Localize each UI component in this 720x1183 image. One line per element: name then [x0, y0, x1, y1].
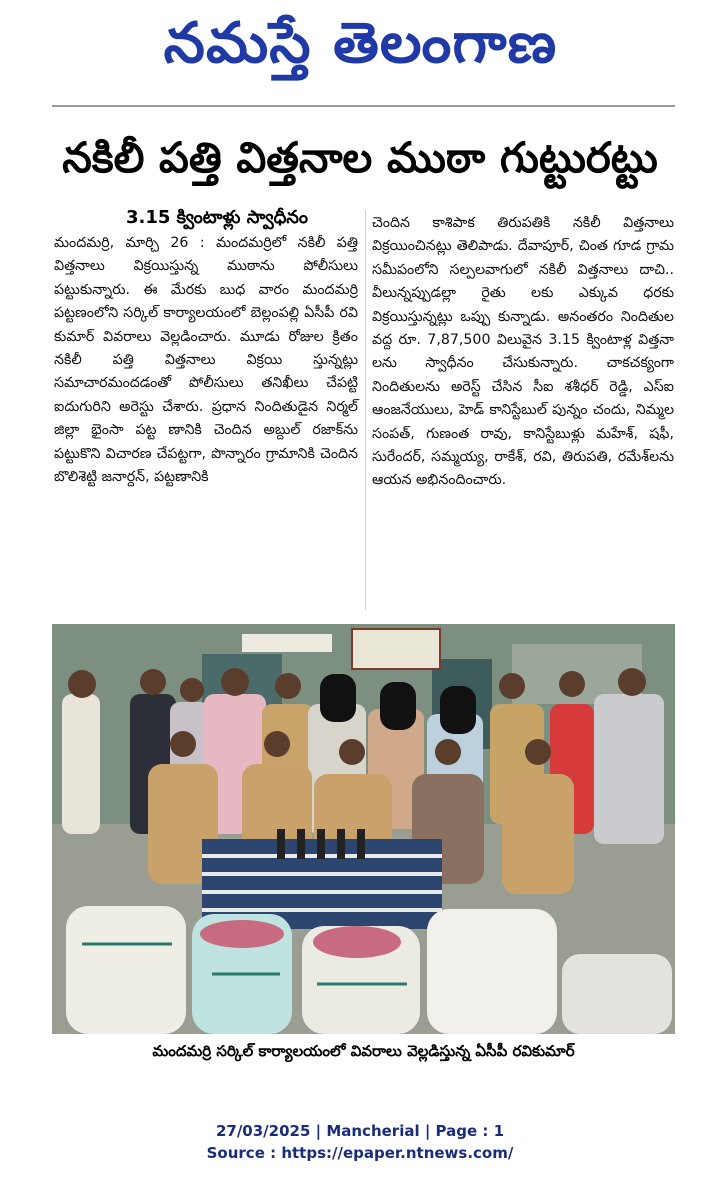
column-divider [365, 210, 366, 610]
photo-caption: మందమర్రి సర్కిల్ కార్యాలయంలో వివరాలు వెల్లడిస్తున్న ఏసీపీ రవికుమార్ [152, 1042, 575, 1060]
newspaper-logo: నమస్తే తెలంగాణ [163, 10, 557, 76]
photo-illustration [52, 624, 675, 1034]
masthead [0, 0, 720, 100]
masthead-divider [52, 105, 675, 107]
footer [0, 1120, 720, 1164]
footer-source-link[interactable]: Source : https://epaper.ntnews.com/ [206, 1144, 514, 1162]
article-headline: నకిలీ పత్తి విత్తనాల ముఠా గుట్టురట్టు [62, 133, 658, 182]
news-photo [52, 624, 675, 1034]
article-column-right: చెందిన కాశిపాక తిరుపతికి నకిలీ విత్తనాలు విక్రయించినట్లు తెలిపాడు. దేవాపూర్, చింత గూడ గ్రామ సమీపంలోని సల్పలవాగులో నకిలీ విత్తనాలు దాచి.. వీలున్నప్పుడల్లా రైతు లకు ఎక్కువ ధరకు విక్రయిస్తున్నట్లు ఒప్పు కున్నాడు. అనంతరం నిందితుల వద్ద రూ. 7,87,500 విలువైన 3.15 క్వింటాళ్ల విత్తనా లను స్వాధీనం చేసుకున్నారు. చాకచక్యంగా నిందితులను అరెస్ట్ చేసిన సీఐ శశీధర్ రెడ్డి, ఎస్ఐ ఆంజనేయులు, హెడ్ కానిస్టేబుల్ పున్నం చందు, నిమ్మల సంపత్, గుణంత రావు, కానిస్టేబుళ్లు మహేశ్, షఫీ, సురేందర్, సమ్మయ్య, రాకేశ్, రవి, తిరుపతి, రమేశ్‌లను ఆయన అభినందించారు. [372, 215, 674, 489]
article-subhead: 3.15 క్వింటాళ్లు స్వాధీనం [125, 207, 309, 228]
footer-edition-info: 27/03/2025 | Mancherial | Page : 1 [215, 1122, 505, 1140]
article-column-left: మందమర్రి, మార్చి 26 : మందమర్రిలో నకిలీ పత్తి విత్తనాలు విక్రయిస్తున్న ముఠాను పోలీసులు పట్టుకున్నారు. ఈ మేరకు బుధ వారం మందమర్రి పట్టణంలోని సర్కిల్ కార్యాలయంలో బెల్లంపల్లి ఏసీపీ రవి కుమార్ వివరాలు వెల్లడించారు. మూడు రోజుల క్రితం నకిలీ పత్తి విత్తనాలు విక్రయి స్తున్నట్లు సమాచారమందడంతో పోలీసులు తనిఖీలు చేపట్టి ఐదుగురిని అరెస్టు చేశారు. ప్రధాన నిందితుడైన నిర్మల్ జిల్లా భైంసా పట్ట ణానికి చెందిన అబ్దుల్ రజాక్‌ను పట్టుకొని విచారణ చేపట్టగా, పొన్నారం గ్రామానికి చెందిన బొలిశెట్టి జనార్దన్, పట్టణానికి [54, 235, 358, 486]
